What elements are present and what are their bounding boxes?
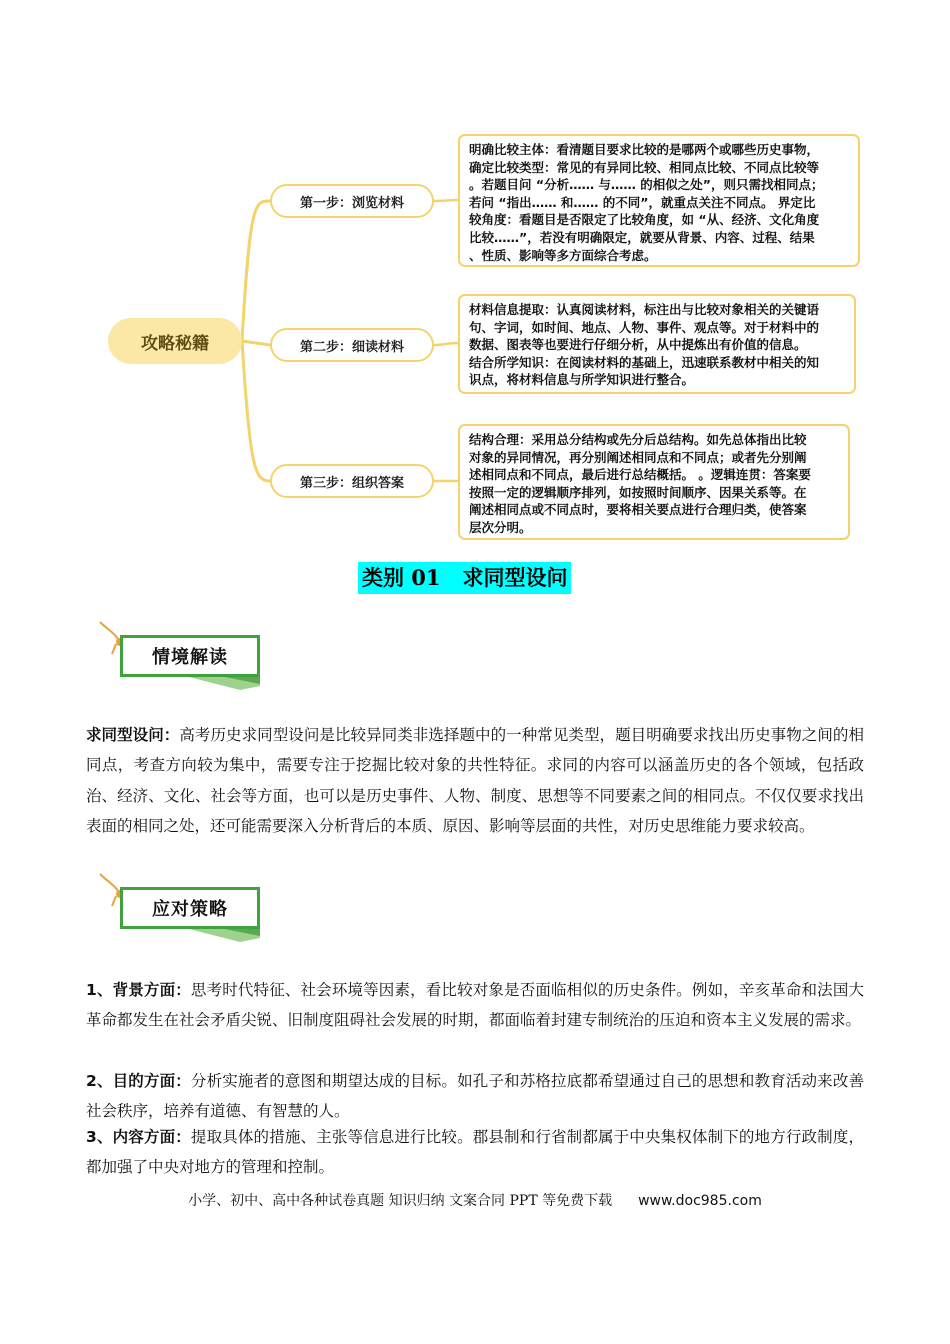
detail-line: 数据、图表等也要进行仔细分析，从中提炼出有价值的信息。	[469, 337, 807, 353]
badge-label: 应对策略	[123, 890, 257, 926]
footer-site: www.doc985.com	[638, 1193, 762, 1209]
detail-line: 、性质、影响等多方面综合考虑。	[469, 247, 657, 263]
badge-label: 情境解读	[123, 638, 257, 674]
item-text: 思考时代特征、社会环境等因素，看比较对象是否面临相似的历史条件。例如，辛亥革命和法国大革命都发生在社会矛盾尖锐、旧制度阻碍社会发展的时期，都面临着封建专制统治的压迫和资本主义发展的需求。	[86, 981, 864, 1030]
footer-text: 小学、初中、高中各种试卷真题 知识归纳 文案合同 PPT 等免费下载	[188, 1193, 613, 1209]
paragraph-lead: 求同型设问：	[86, 726, 180, 744]
detail-line: 阐述相同点或不同点时，要将相关要点进行合理归类，使答案	[469, 502, 807, 518]
item-lead: 内容方面：	[112, 1128, 191, 1146]
page-footer	[0, 1190, 950, 1210]
item-number: 3、	[86, 1128, 113, 1146]
strategy-item-content	[86, 1122, 864, 1183]
detail-line: 若问 “指出…… 和…… 的不同”，就重点关注不同点。 界定比	[469, 194, 816, 210]
paragraph-text: 高考历史求同型设问是比较异同类非选择题中的一种常见类型，题目明确要求找出历史事物之间的相同点，考查方向较为集中，需要专注于挖掘比较对象的共性特征。求同的内容可以涵盖历史的各个领域，包括政治、经济、文化、社会等方面，也可以是历史事件、人物、制度、思想等不同要素之间的相同点。不仅仅要求找出表面的相同之处，还可能需要深入分析背后的本质、原因、影响等层面的共性，对历史思维能力要求较高。	[86, 726, 864, 836]
detail-line: 明确比较主体：看清题目要求比较的是哪两个或哪些历史事物，	[469, 142, 820, 157]
step-3-node: 第三步：组织答案	[270, 464, 434, 498]
item-number: 1、	[86, 981, 113, 999]
step-3-detail-box	[458, 424, 850, 540]
detail-line: 确定比较类型：常见的有异同比较、相同点比较、不同点比较等	[469, 159, 820, 175]
step-1-node: 第一步：浏览材料	[270, 184, 434, 218]
item-text: 分析实施者的意图和期望达成的目标。如孔子和苏格拉底都希望通过自己的思想和教育活动来改善社会秩序，培养有道德、有智慧的人。	[86, 1072, 864, 1121]
detail-line: 识点，将材料信息与所学知识进行整合。	[469, 372, 695, 388]
detail-line: 结合所学知识：在阅读材料的基础上，迅速联系教材中相关的知	[469, 354, 820, 370]
badge-plate	[120, 887, 260, 929]
detail-line: 。若题目问 “分析…… 与…… 的相似之处”，则只需找相同点；	[469, 177, 824, 193]
detail-line: 结构合理：采用总分结构或先分后总结构。如先总体指出比较	[469, 432, 807, 447]
detail-line: 述相同点和不同点，最后进行总结概括。 。逻辑连贯：答案要	[469, 467, 811, 483]
section-badge-situation	[90, 620, 270, 690]
section-badge-strategy	[90, 872, 270, 942]
detail-line: 按照一定的逻辑顺序排列，如按照时间顺序、因果关系等。在	[469, 484, 807, 500]
detail-line: 较角度：看题目是否限定了比较角度，如 “从、经济、文化角度	[469, 212, 820, 228]
category-title: 类别 01 求同型设问	[358, 562, 571, 594]
step-2-detail-box	[458, 294, 856, 394]
mindmap-root: 攻略秘籍	[108, 318, 242, 364]
strategy-item-purpose	[86, 1066, 864, 1127]
strategy-item-background	[86, 975, 864, 1036]
item-lead: 背景方面：	[112, 981, 191, 999]
item-number: 2、	[86, 1072, 113, 1090]
step-1-detail-box	[458, 134, 860, 267]
detail-line: 比较……”，若没有明确限定，就要从背景、内容、过程、结果	[469, 229, 815, 245]
detail-line: 对象的异同情况，再分别阐述相同点和不同点；或者先分别阐	[469, 449, 807, 465]
paragraph-situation	[86, 720, 864, 842]
step-2-node: 第二步：细读材料	[270, 328, 434, 362]
badge-plate	[120, 635, 260, 677]
detail-line: 层次分明。	[469, 519, 532, 535]
detail-line: 句、字词，如时间、地点、人物、事件、观点等。对于材料中的	[469, 319, 820, 335]
item-lead: 目的方面：	[112, 1072, 191, 1090]
item-text: 提取具体的措施、主张等信息进行比较。郡县制和行省制都属于中央集权体制下的地方行政制度，都加强了中央对地方的管理和控制。	[86, 1128, 864, 1177]
detail-line: 材料信息提取：认真阅读材料，标注出与比较对象相关的关键语	[469, 302, 820, 317]
